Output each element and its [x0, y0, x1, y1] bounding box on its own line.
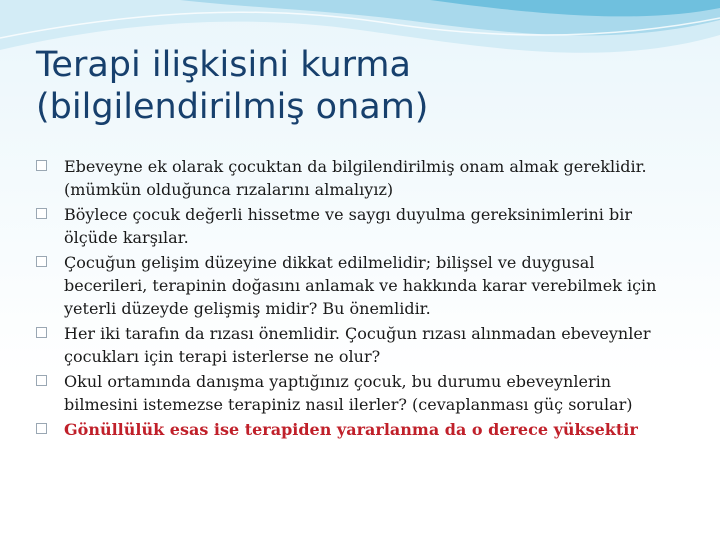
- bullet-item: [36, 203, 676, 249]
- bullet-box-icon: [36, 327, 47, 338]
- bullet-text: Her iki tarafın da rızası önemlidir. Çocuğun rızası alınmadan ebeveynler çocukları için terapi isterlerse ne olur?: [64, 324, 651, 366]
- bullet-item: [36, 251, 676, 320]
- bullet-item: [36, 155, 676, 201]
- bullet-box-icon: [36, 208, 47, 219]
- bullet-text: Çocuğun gelişim düzeyine dikkat edilmelidir; bilişsel ve duygusal becerileri, terapinin doğasını anlamak ve hakkında karar verebilmek için yeterli düzeyde gelişmiş midir? Bu önemlidir.: [64, 253, 657, 318]
- bullet-text-emphasis: Gönüllülük esas ise terapiden yararlanma da o derece yüksektir: [64, 420, 638, 439]
- bullet-text: Böylece çocuk değerli hissetme ve saygı duyulma gereksinimlerini bir ölçüde karşılar.: [64, 205, 632, 247]
- bullet-box-icon: [36, 423, 47, 434]
- bullet-box-icon: [36, 375, 47, 386]
- bullet-list: [36, 155, 676, 443]
- bullet-text: Ebeveyne ek olarak çocuktan da bilgilendirilmiş onam almak gereklidir. (mümkün olduğunca rızalarını almalıyız): [64, 157, 647, 199]
- bullet-box-icon: [36, 256, 47, 267]
- bullet-item: [36, 322, 676, 368]
- bullet-item: [36, 370, 676, 416]
- title-line-2: (bilgilendirilmiş onam): [36, 87, 429, 127]
- bullet-text: Okul ortamında danışma yaptığınız çocuk, bu durumu ebeveynlerin bilmesini istemezse terapiniz nasıl ilerler? (cevaplanması güç sorular): [64, 372, 633, 414]
- bullet-item-emphasis: [36, 418, 676, 441]
- bullet-box-icon: [36, 160, 47, 171]
- title-line-1: Terapi ilişkisini kurma: [36, 45, 411, 85]
- slide-title: [36, 44, 696, 128]
